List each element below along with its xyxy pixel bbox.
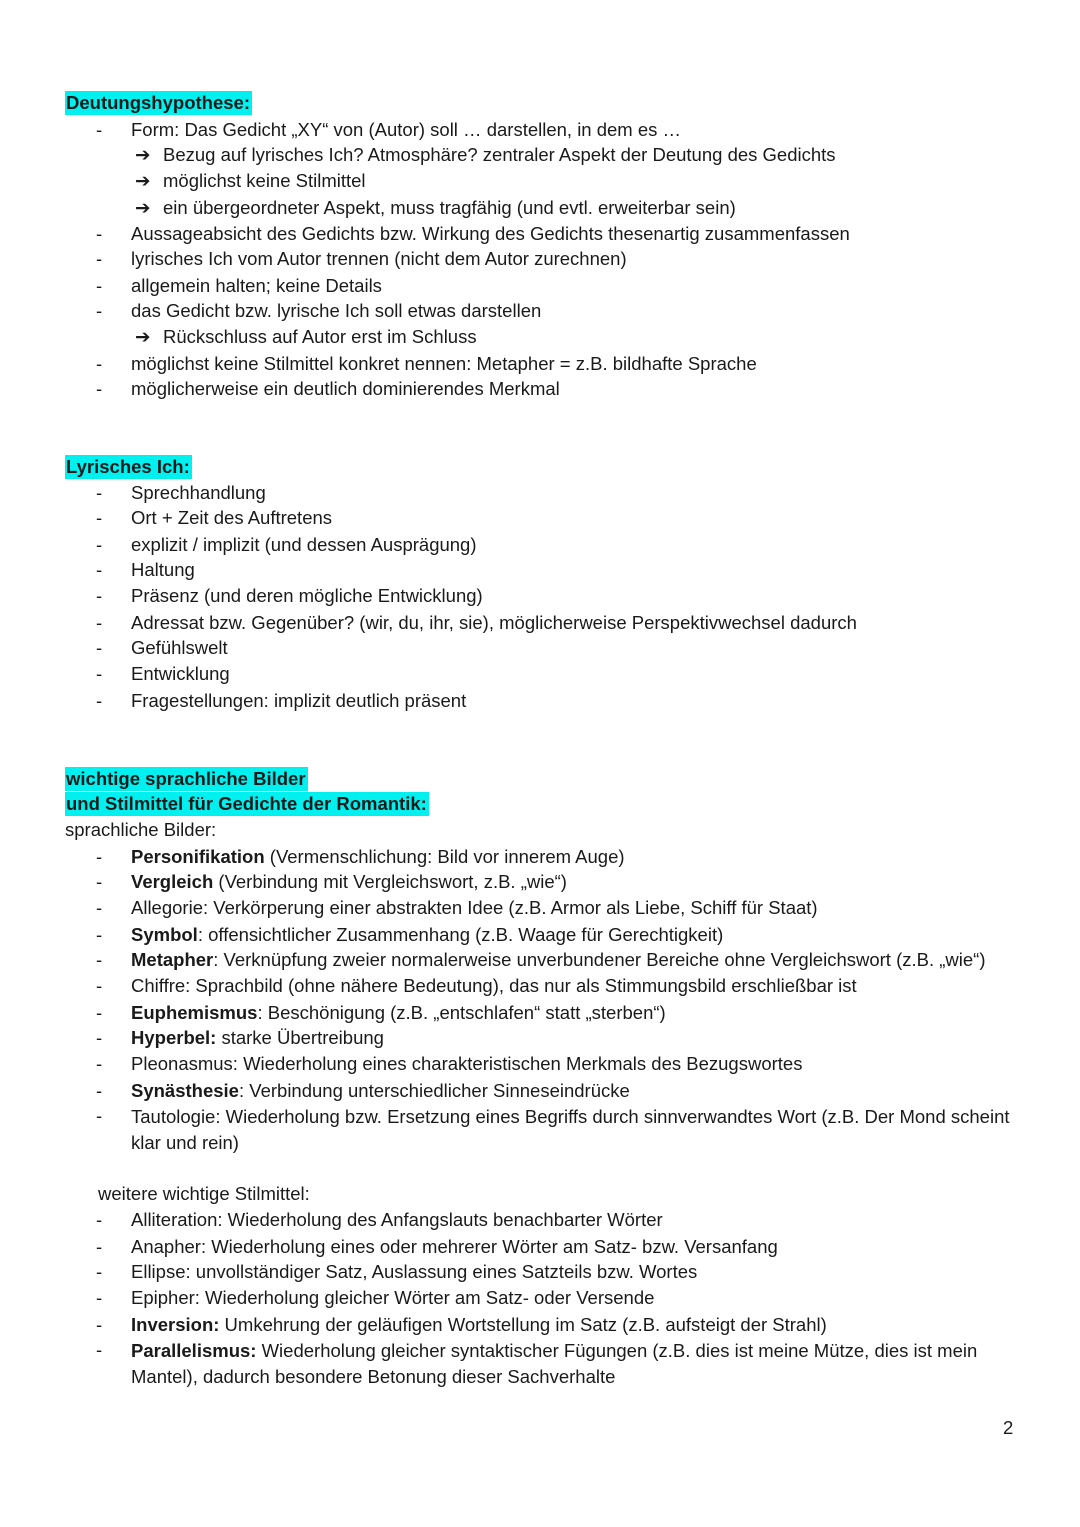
- term-description: Anapher: Wiederholung eines oder mehrerer Wörter am Satz- bzw. Versanfang: [131, 1236, 778, 1257]
- term-description: Wiederholung gleicher syntaktischer Fügungen (z.B. dies ist meine Mütze, dies ist mein Mantel), dadurch besondere Betonung dieser Sachverhalte: [131, 1340, 978, 1387]
- term-label: Personifikation: [131, 846, 265, 867]
- bullet-dash: -: [96, 949, 103, 970]
- bullet-dash: -: [96, 1209, 103, 1230]
- bullet-dash: -: [96, 924, 103, 945]
- list-item-text: allgemein halten; keine Details: [131, 275, 382, 296]
- bullet-dash: -: [96, 559, 103, 580]
- arrow-icon: ➔: [135, 170, 151, 191]
- list-item-text: Form: Das Gedicht „XY“ von (Autor) soll … darstellen, in dem es …: [131, 119, 682, 140]
- subheading-sprachliche-bilder: sprachliche Bilder:: [65, 819, 217, 840]
- section-heading-sprachliche-bilder: wichtige sprachliche Bilder: [66, 768, 306, 789]
- term-description: Tautologie: Wiederholung bzw. Ersetzung eines Begriffs durch sinnverwandtes Wort (z.B. Der Mond scheint klar und rein): [131, 1106, 1010, 1153]
- list-item-text: Entwicklung: [131, 663, 230, 684]
- term-description: Ellipse: unvollständiger Satz, Auslassung eines Satzteils bzw. Wortes: [131, 1261, 698, 1282]
- bullet-dash: -: [96, 1002, 103, 1023]
- bullet-dash: -: [96, 223, 103, 244]
- list-item-text: möglichst keine Stilmittel konkret nennen: Metapher = z.B. bildhafte Sprache: [131, 353, 757, 374]
- bullet-dash: -: [96, 897, 103, 918]
- list-item-text: Sprechhandlung: [131, 482, 266, 503]
- list-item-text: Adressat bzw. Gegenüber? (wir, du, ihr, sie), möglicherweise Perspektivwechsel dadurch: [131, 612, 857, 633]
- bullet-dash: -: [96, 612, 103, 633]
- arrow-item-text: möglichst keine Stilmittel: [163, 170, 366, 191]
- term-label: Synästhesie: [131, 1080, 239, 1101]
- bullet-dash: -: [96, 534, 103, 555]
- term-label: Vergleich: [131, 871, 214, 892]
- arrow-item-text: Rückschluss auf Autor erst im Schluss: [163, 326, 477, 347]
- list-item-text: Ort + Zeit des Auftretens: [131, 507, 333, 528]
- term-label: Hyperbel:: [131, 1027, 217, 1048]
- bullet-dash: -: [96, 637, 103, 658]
- bullet-dash: -: [96, 1314, 103, 1335]
- bullet-dash: -: [96, 507, 103, 528]
- arrow-icon: ➔: [135, 144, 151, 165]
- list-item-text: lyrisches Ich vom Autor trennen (nicht dem Autor zurechnen): [131, 248, 627, 269]
- list-item-text: Fragestellungen: implizit deutlich präsent: [131, 690, 467, 711]
- list-item-text: das Gedicht bzw. lyrische Ich soll etwas darstellen: [131, 300, 542, 321]
- term-label: Symbol: [131, 924, 198, 945]
- term-description: Pleonasmus: Wiederholung eines charakteristischen Merkmals des Bezugswortes: [131, 1053, 803, 1074]
- term-description: Umkehrung der geläufigen Wortstellung im Satz (z.B. aufsteigt der Strahl): [219, 1314, 827, 1335]
- arrow-icon: ➔: [135, 326, 151, 347]
- term-description: starke Übertreibung: [216, 1027, 384, 1048]
- arrow-icon: ➔: [135, 197, 151, 218]
- list-item-text: explizit / implizit (und dessen Ausprägung): [131, 534, 477, 555]
- bullet-dash: -: [96, 1053, 103, 1074]
- term-description: Alliteration: Wiederholung des Anfangslauts benachbarter Wörter: [131, 1209, 663, 1230]
- bullet-dash: -: [96, 1339, 103, 1360]
- term-description: : offensichtlicher Zusammenhang (z.B. Waage für Gerechtigkeit): [197, 924, 724, 945]
- term-description: : Verbindung unterschiedlicher Sinneseindrücke: [238, 1080, 630, 1101]
- page-number: 2: [1003, 1417, 1014, 1438]
- term-label: Metapher: [131, 949, 214, 970]
- list-item-text: Präsenz (und deren mögliche Entwicklung): [131, 585, 483, 606]
- arrow-item-text: ein übergeordneter Aspekt, muss tragfähig (und evtl. erweiterbar sein): [163, 197, 736, 218]
- bullet-dash: -: [96, 690, 103, 711]
- bullet-dash: -: [96, 353, 103, 374]
- bullet-dash: -: [96, 1287, 103, 1308]
- term-description: Epipher: Wiederholung gleicher Wörter am Satz- oder Versende: [131, 1287, 655, 1308]
- bullet-dash: -: [96, 1080, 103, 1101]
- subheading-weitere-stilmittel: weitere wichtige Stilmittel:: [98, 1183, 310, 1204]
- bullet-dash: -: [96, 300, 103, 321]
- bullet-dash: -: [96, 975, 103, 996]
- arrow-item-text: Bezug auf lyrisches Ich? Atmosphäre? zentraler Aspekt der Deutung des Gedichts: [163, 144, 836, 165]
- bullet-dash: -: [96, 1105, 103, 1126]
- list-item-text: Haltung: [131, 559, 195, 580]
- term-label: Euphemismus: [131, 1002, 258, 1023]
- bullet-dash: -: [96, 846, 103, 867]
- list-item-text: Aussageabsicht des Gedichts bzw. Wirkung des Gedichts thesenartig zusammenfassen: [131, 223, 850, 244]
- section-heading-stilmittel-romantik: und Stilmittel für Gedichte der Romantik:: [66, 793, 427, 814]
- section-heading-lyrisches-ich: Lyrisches Ich:: [66, 456, 190, 477]
- section-heading-deutungshypothese: Deutungshypothese:: [66, 92, 250, 113]
- bullet-dash: -: [96, 1261, 103, 1282]
- bullet-dash: -: [96, 663, 103, 684]
- bullet-dash: -: [96, 248, 103, 269]
- term-label: Inversion:: [131, 1314, 220, 1335]
- bullet-dash: -: [96, 1236, 103, 1257]
- term-description: (Vermenschlichung: Bild vor innerem Auge): [264, 846, 625, 867]
- term-label: Parallelismus:: [131, 1340, 257, 1361]
- bullet-dash: -: [96, 119, 103, 140]
- term-description: (Verbindung mit Vergleichswort, z.B. „wie“): [213, 871, 567, 892]
- bullet-dash: -: [96, 871, 103, 892]
- bullet-dash: -: [96, 482, 103, 503]
- list-item-text: Gefühlswelt: [131, 637, 228, 658]
- term-description: Chiffre: Sprachbild (ohne nähere Bedeutung), das nur als Stimmungsbild erschließbar ist: [131, 975, 857, 996]
- bullet-dash: -: [96, 275, 103, 296]
- term-description: Allegorie: Verkörperung einer abstrakten Idee (z.B. Armor als Liebe, Schiff für Staat): [131, 897, 818, 918]
- term-description: : Verknüpfung zweier normalerweise unverbundener Bereiche ohne Vergleichswort (z.B. „wie“): [213, 949, 986, 970]
- list-item-text: möglicherweise ein deutlich dominierendes Merkmal: [131, 378, 560, 399]
- bullet-dash: -: [96, 378, 103, 399]
- bullet-dash: -: [96, 1027, 103, 1048]
- term-description: : Beschönigung (z.B. „entschlafen“ statt „sterben“): [257, 1002, 666, 1023]
- bullet-dash: -: [96, 585, 103, 606]
